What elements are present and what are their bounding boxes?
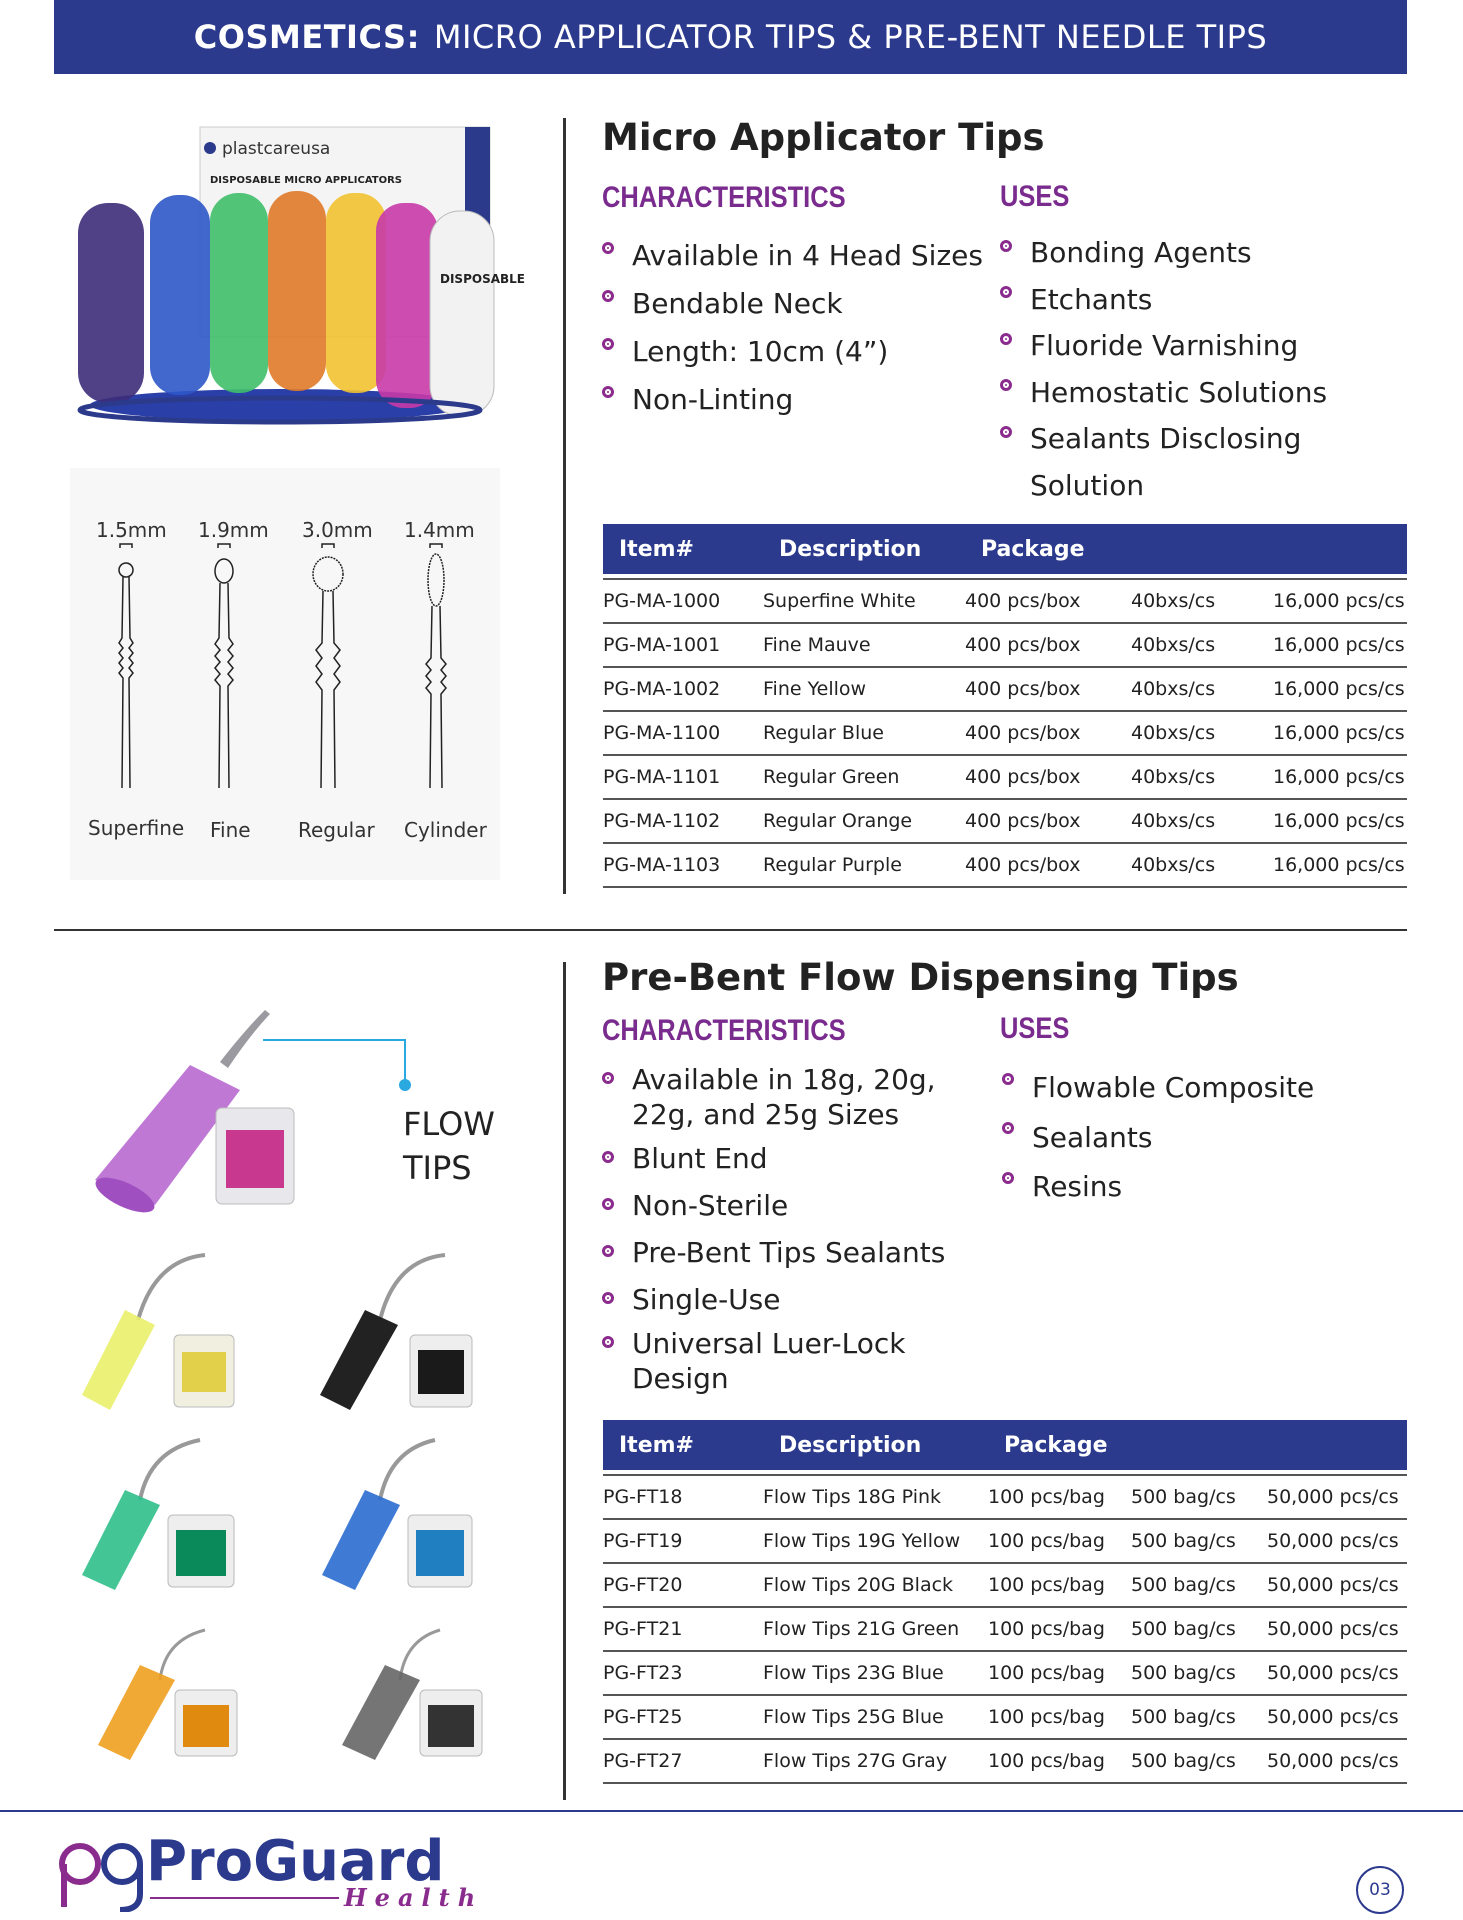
micro-uses-heading: USES xyxy=(1000,180,1070,213)
table-cell: 100 pcs/bag xyxy=(988,1651,1131,1695)
table-cell: 16,000 pcs/cs xyxy=(1273,623,1407,667)
table-cell: 400 pcs/box xyxy=(965,843,1131,887)
tip-name-label: Superfine xyxy=(88,816,185,840)
table-cell: 400 pcs/box xyxy=(965,755,1131,799)
list-item: Flowable Composite xyxy=(1002,1063,1402,1113)
table-cell: 400 pcs/box xyxy=(965,667,1131,711)
bullet-icon xyxy=(602,1336,614,1348)
section-divider-horizontal xyxy=(54,929,1407,931)
list-item: Hemostatic Solutions xyxy=(1000,370,1420,417)
list-item: Bonding Agents xyxy=(1000,230,1420,277)
list-item: Available in 4 Head Sizes xyxy=(602,232,1002,280)
table-cell: PG-MA-1101 xyxy=(603,755,763,799)
table-cell: PG-MA-1102 xyxy=(603,799,763,843)
column-header: Description xyxy=(763,1420,988,1470)
list-item: Resins xyxy=(1002,1162,1402,1212)
table-row xyxy=(603,843,1407,887)
table-cell: Regular Green xyxy=(763,755,965,799)
applicator-tubes xyxy=(78,191,525,416)
table-cell: PG-FT21 xyxy=(603,1607,763,1651)
regular-tip-drawing xyxy=(313,544,343,788)
table-cell: 500 bag/cs xyxy=(1131,1563,1267,1607)
callout-line xyxy=(263,1040,405,1083)
callout-dot-icon xyxy=(399,1079,411,1091)
table-cell: 50,000 pcs/cs xyxy=(1267,1695,1407,1739)
table-cell: 500 bag/cs xyxy=(1131,1519,1267,1563)
callout-line2: TIPS xyxy=(403,1149,472,1187)
list-item: Etchants xyxy=(1000,277,1420,324)
table-cell: Flow Tips 25G Blue xyxy=(763,1695,988,1739)
page-number: 03 xyxy=(1356,1866,1404,1914)
table-cell: Fine Mauve xyxy=(763,623,965,667)
table-cell: Flow Tips 19G Yellow xyxy=(763,1519,988,1563)
table-cell: Regular Blue xyxy=(763,711,965,755)
list-item: Bendable Neck xyxy=(602,280,1002,328)
tip-name-label: Cylinder xyxy=(404,818,487,842)
table-cell: PG-FT25 xyxy=(603,1695,763,1739)
list-item: Sealants xyxy=(1002,1113,1402,1163)
column-header: Package xyxy=(988,1420,1407,1470)
banner-category: COSMETICS: xyxy=(193,18,420,56)
table-cell: Flow Tips 20G Black xyxy=(763,1563,988,1607)
table-cell: 50,000 pcs/cs xyxy=(1267,1563,1407,1607)
table-cell: 500 bag/cs xyxy=(1131,1739,1267,1783)
table-cell: 500 bag/cs xyxy=(1131,1607,1267,1651)
box-brand-text: plastcareusa xyxy=(222,139,331,159)
table-cell: 400 pcs/box xyxy=(965,799,1131,843)
tube-label-text: DISPOSABLE xyxy=(440,272,525,286)
table-cell: 100 pcs/bag xyxy=(988,1563,1131,1607)
micro-section-title: Micro Applicator Tips xyxy=(602,116,1045,159)
table-row xyxy=(603,711,1407,755)
table-cell: 40bxs/cs xyxy=(1131,799,1273,843)
table-cell: Superfine White xyxy=(763,579,965,623)
list-item: Non-Linting xyxy=(602,376,1002,424)
green-flow-tip-photo xyxy=(82,1440,234,1590)
table-cell: 40bxs/cs xyxy=(1131,667,1273,711)
table-cell: Fine Yellow xyxy=(763,667,965,711)
table-cell: 50,000 pcs/cs xyxy=(1267,1651,1407,1695)
logo-wordmark: ProGuard xyxy=(146,1829,445,1894)
flow-tips-callout xyxy=(403,1102,495,1190)
table-cell: PG-MA-1100 xyxy=(603,711,763,755)
banner-title: MICRO APPLICATOR TIPS & PRE-BENT NEEDLE TIPS xyxy=(433,18,1268,56)
table-row xyxy=(603,755,1407,799)
table-cell: 40bxs/cs xyxy=(1131,579,1273,623)
table-row xyxy=(603,1607,1407,1651)
table-cell: 40bxs/cs xyxy=(1131,623,1273,667)
bullet-icon xyxy=(1000,379,1012,391)
table-cell: PG-FT20 xyxy=(603,1563,763,1607)
table-row xyxy=(603,1695,1407,1739)
table-cell: 16,000 pcs/cs xyxy=(1273,799,1407,843)
blue-flow-tip-photo xyxy=(322,1440,472,1590)
table-cell: 50,000 pcs/cs xyxy=(1267,1739,1407,1783)
bullet-icon xyxy=(602,1198,614,1210)
pink-flow-tip-photo xyxy=(91,1010,294,1219)
bullet-icon xyxy=(1000,286,1012,298)
list-item: Available in 18g, 20g, 22g, and 25g Sizes xyxy=(602,1062,997,1132)
micro-characteristics-heading: CHARACTERISTICS xyxy=(602,181,846,214)
bullet-icon xyxy=(1000,333,1012,345)
table-cell: 400 pcs/box xyxy=(965,623,1131,667)
table-cell: 100 pcs/bag xyxy=(988,1519,1131,1563)
table-cell: PG-MA-1000 xyxy=(603,579,763,623)
list-item: Length: 10cm (4”) xyxy=(602,328,1002,376)
table-cell: PG-MA-1103 xyxy=(603,843,763,887)
micro-characteristics-list xyxy=(602,232,1002,424)
table-row xyxy=(603,623,1407,667)
logo-p-icon xyxy=(62,1846,98,1882)
table-row xyxy=(603,1519,1407,1563)
table-cell: PG-MA-1002 xyxy=(603,667,763,711)
table-row xyxy=(603,1475,1407,1519)
orange-flow-tip-photo xyxy=(98,1630,237,1760)
micro-applicator-product-photo xyxy=(70,115,530,425)
table-row xyxy=(603,1739,1407,1783)
tip-name-label: Fine xyxy=(210,818,251,842)
table-cell: 100 pcs/bag xyxy=(988,1739,1131,1783)
section-divider-vertical xyxy=(563,962,566,1800)
table-cell: PG-FT19 xyxy=(603,1519,763,1563)
flow-uses-heading: USES xyxy=(1000,1012,1070,1045)
table-cell: 16,000 pcs/cs xyxy=(1273,755,1407,799)
table-row xyxy=(603,667,1407,711)
flow-characteristics-heading: CHARACTERISTICS xyxy=(602,1014,846,1047)
box-label-text: DISPOSABLE MICRO APPLICATORS xyxy=(210,175,403,186)
page-banner xyxy=(54,0,1407,74)
table-cell: Regular Purple xyxy=(763,843,965,887)
bullet-icon xyxy=(1002,1073,1014,1085)
bullet-icon xyxy=(602,1292,614,1304)
table-cell: 40bxs/cs xyxy=(1131,843,1273,887)
micro-product-table xyxy=(603,524,1407,888)
flow-characteristics-list xyxy=(602,1062,997,1396)
table-cell: 16,000 pcs/cs xyxy=(1273,579,1407,623)
table-cell: 50,000 pcs/cs xyxy=(1267,1607,1407,1651)
plastcare-logo-icon xyxy=(204,142,216,154)
table-cell: 50,000 pcs/cs xyxy=(1267,1475,1407,1519)
bullet-icon xyxy=(1002,1172,1014,1184)
size-label: 1.9mm xyxy=(198,518,269,542)
column-header: Item# xyxy=(603,524,763,574)
table-cell: 16,000 pcs/cs xyxy=(1273,843,1407,887)
table-cell: 40bxs/cs xyxy=(1131,755,1273,799)
table-cell: 16,000 pcs/cs xyxy=(1273,667,1407,711)
column-header: Item# xyxy=(603,1420,763,1470)
superfine-tip-drawing xyxy=(119,544,133,788)
table-row xyxy=(603,1651,1407,1695)
applicator-size-diagram xyxy=(70,468,500,880)
bullet-icon xyxy=(602,1151,614,1163)
table-cell: Flow Tips 23G Blue xyxy=(763,1651,988,1695)
table-cell: PG-FT23 xyxy=(603,1651,763,1695)
flow-uses-list xyxy=(1002,1063,1402,1212)
list-item: Fluoride Varnishing xyxy=(1000,323,1420,370)
list-item: Pre-Bent Tips Sealants xyxy=(602,1235,997,1270)
bullet-icon xyxy=(602,242,614,254)
list-item: Universal Luer-Lock Design xyxy=(602,1326,997,1396)
logo-subtitle: Health xyxy=(344,1883,474,1912)
table-row xyxy=(603,579,1407,623)
bullet-icon xyxy=(602,338,614,350)
bullet-icon xyxy=(602,386,614,398)
black-flow-tip-photo xyxy=(320,1255,472,1410)
table-cell: PG-FT18 xyxy=(603,1475,763,1519)
section-divider-vertical xyxy=(563,118,566,894)
table-row xyxy=(603,1563,1407,1607)
proguard-logo xyxy=(54,1822,474,1916)
bullet-icon xyxy=(1000,426,1012,438)
flow-section-title: Pre-Bent Flow Dispensing Tips xyxy=(602,956,1239,999)
table-cell: Regular Orange xyxy=(763,799,965,843)
table-cell: PG-FT27 xyxy=(603,1739,763,1783)
table-cell: 500 bag/cs xyxy=(1131,1651,1267,1695)
column-header: Description xyxy=(763,524,965,574)
list-item: Sealants Disclosing Solution xyxy=(1000,416,1420,509)
cylinder-tip-drawing xyxy=(426,544,446,788)
list-item: Blunt End xyxy=(602,1141,997,1176)
table-cell: Flow Tips 27G Gray xyxy=(763,1739,988,1783)
flow-product-table xyxy=(603,1420,1407,1784)
table-cell: 100 pcs/bag xyxy=(988,1475,1131,1519)
callout-line1: FLOW xyxy=(403,1105,495,1143)
table-row xyxy=(603,799,1407,843)
table-cell: PG-MA-1001 xyxy=(603,623,763,667)
table-cell: 16,000 pcs/cs xyxy=(1273,711,1407,755)
list-item: Non-Sterile xyxy=(602,1188,997,1223)
table-cell: 50,000 pcs/cs xyxy=(1267,1519,1407,1563)
size-label: 1.5mm xyxy=(96,518,167,542)
fine-tip-drawing xyxy=(215,544,233,788)
table-cell: 100 pcs/bag xyxy=(988,1607,1131,1651)
bullet-icon xyxy=(1002,1122,1014,1134)
footer-rule xyxy=(0,1810,1463,1812)
column-header: Package xyxy=(965,524,1407,574)
size-label: 3.0mm xyxy=(302,518,373,542)
table-cell: 40bxs/cs xyxy=(1131,711,1273,755)
tip-name-label: Regular xyxy=(298,818,375,842)
table-cell: Flow Tips 18G Pink xyxy=(763,1475,988,1519)
table-cell: Flow Tips 21G Green xyxy=(763,1607,988,1651)
logo-g-icon xyxy=(104,1846,140,1882)
table-cell: 400 pcs/box xyxy=(965,711,1131,755)
bullet-icon xyxy=(602,290,614,302)
table-cell: 500 bag/cs xyxy=(1131,1695,1267,1739)
bullet-icon xyxy=(602,1072,614,1084)
bullet-icon xyxy=(602,1245,614,1257)
list-item: Single-Use xyxy=(602,1282,997,1317)
micro-uses-list xyxy=(1000,230,1420,509)
bullet-icon xyxy=(1000,240,1012,252)
size-label: 1.4mm xyxy=(404,518,475,542)
table-cell: 100 pcs/bag xyxy=(988,1695,1131,1739)
yellow-flow-tip-photo xyxy=(82,1255,234,1410)
gray-flow-tip-photo xyxy=(342,1630,482,1760)
table-cell: 500 bag/cs xyxy=(1131,1475,1267,1519)
table-cell: 400 pcs/box xyxy=(965,579,1131,623)
